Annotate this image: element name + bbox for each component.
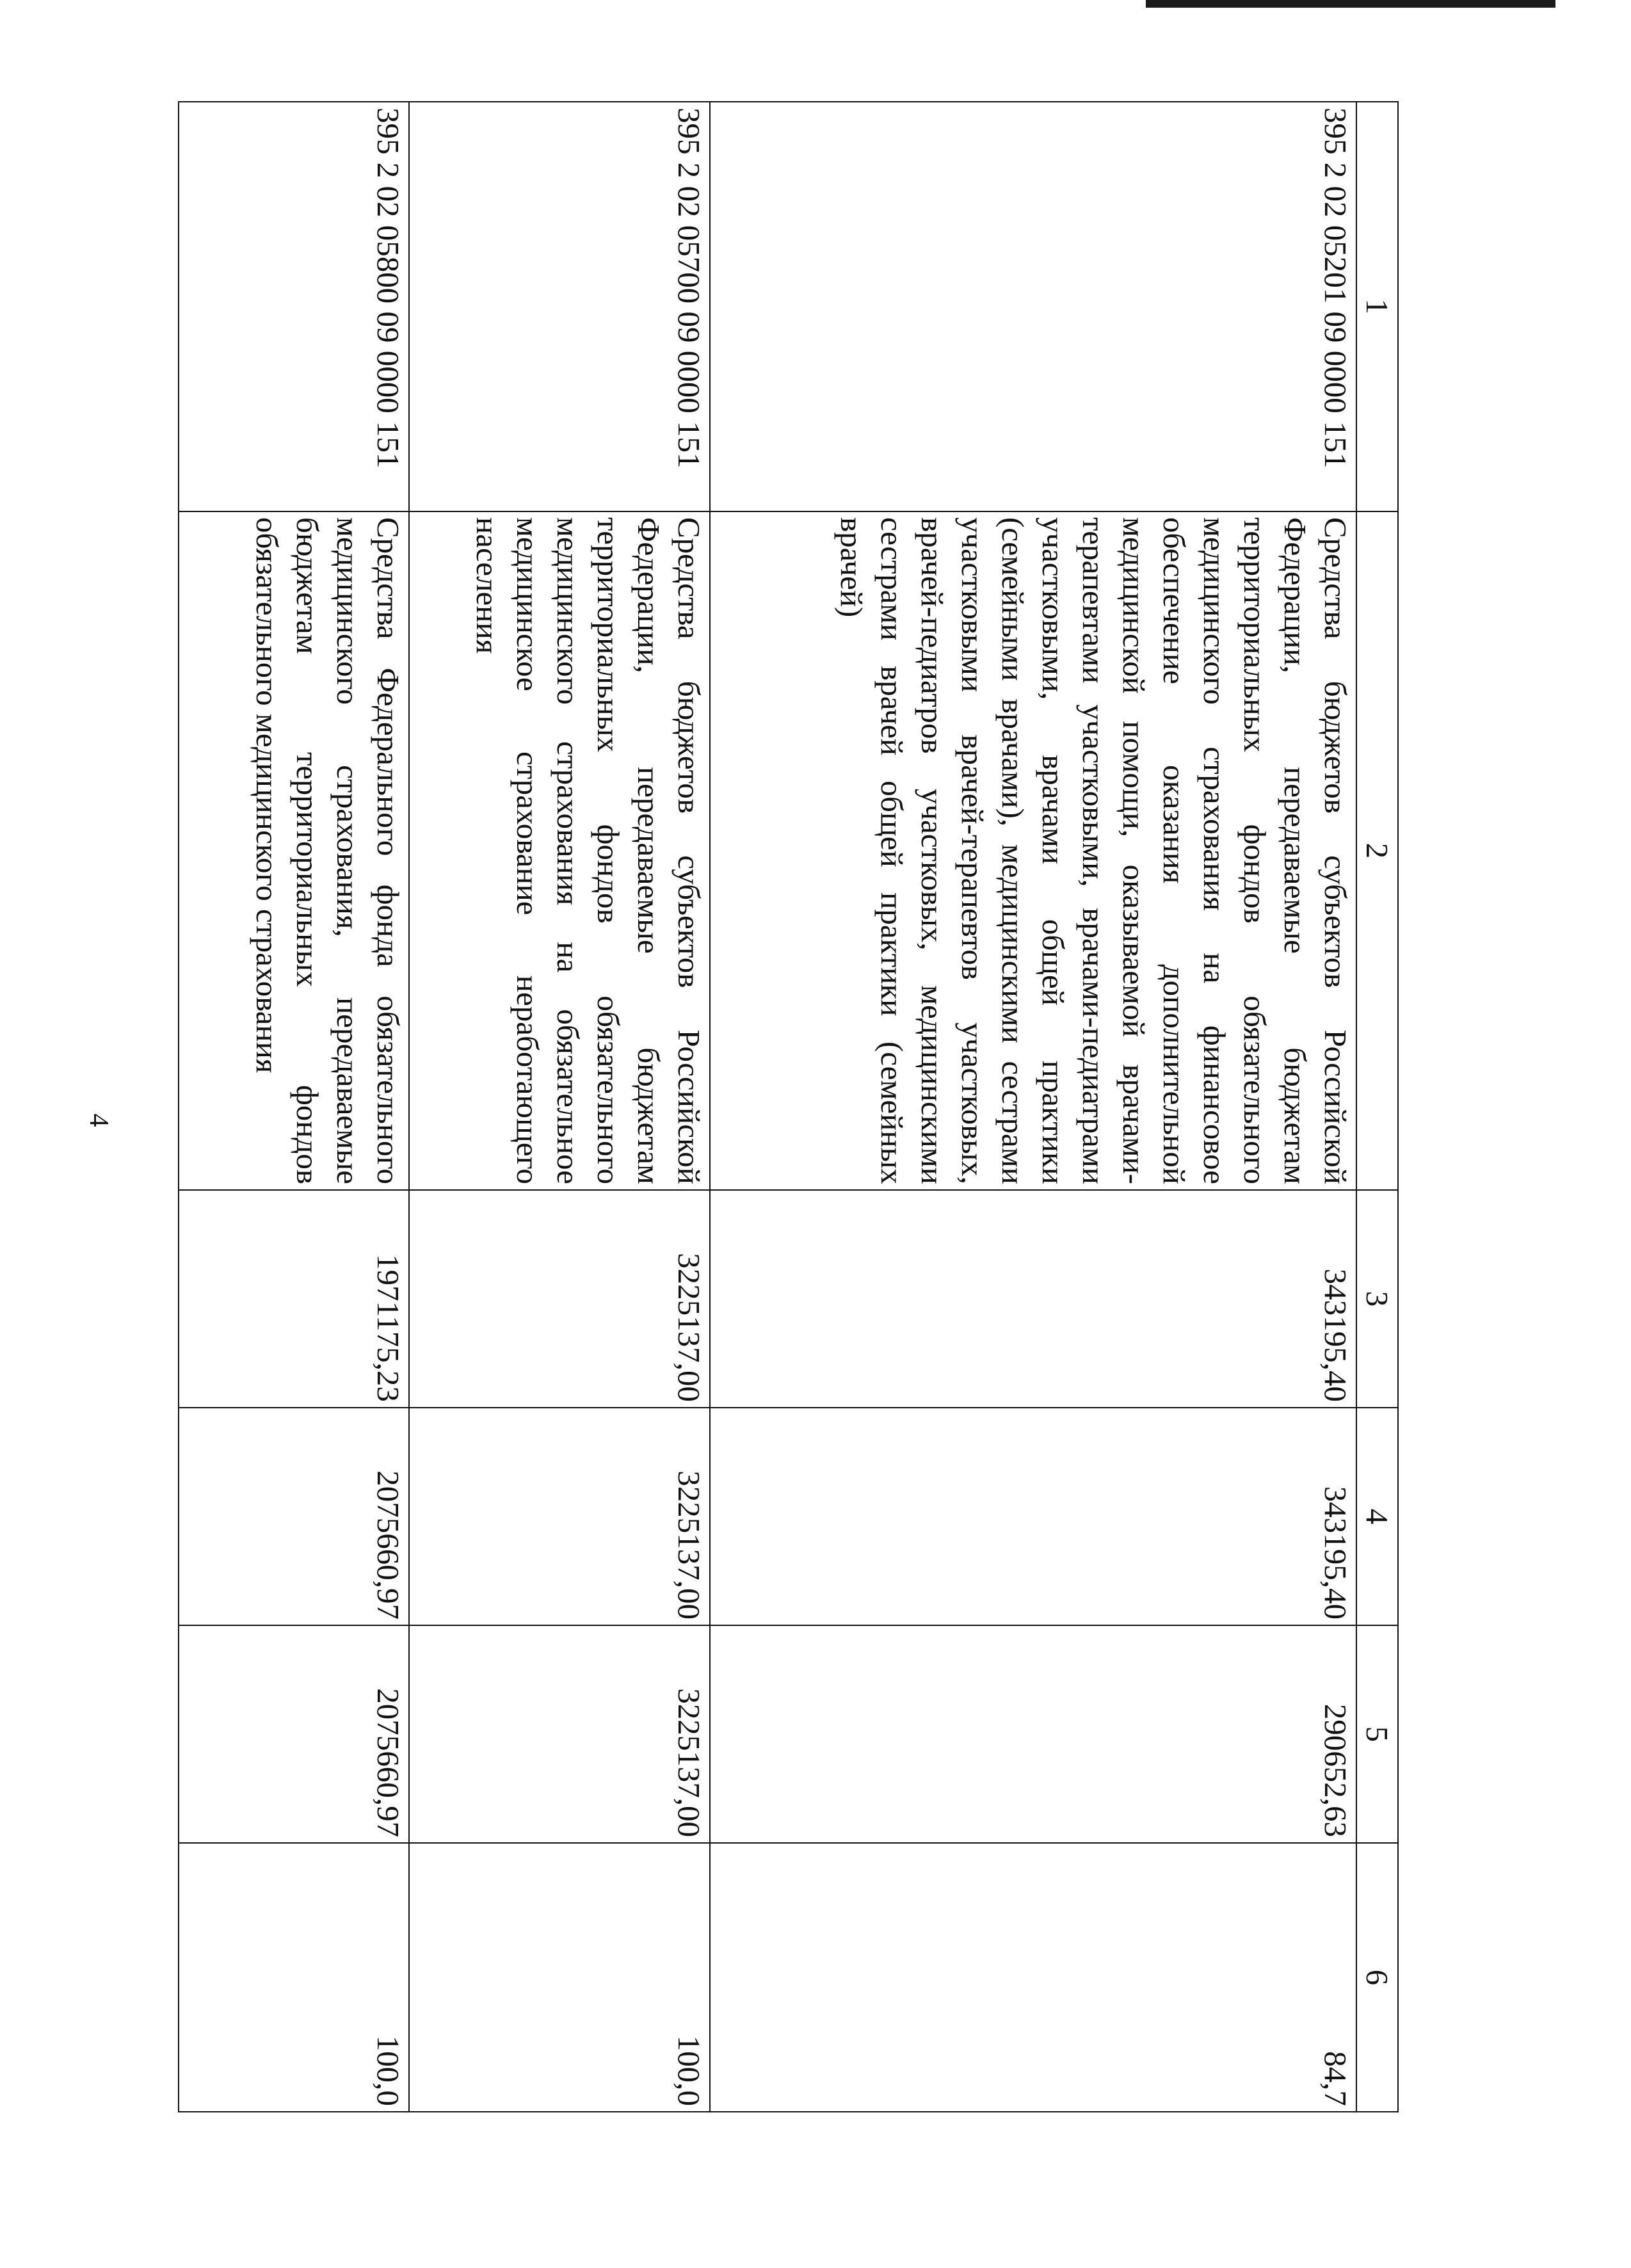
row-value-col3: 1971175,23 — [179, 1190, 409, 1408]
row-value-col4: 343195,40 — [710, 1408, 1356, 1625]
row-value-col4: 3225137,00 — [409, 1408, 710, 1625]
page-number: 4 — [84, 1113, 113, 1127]
row-value-col5: 3225137,00 — [409, 1625, 710, 1843]
row-value-col3: 343195,40 — [710, 1190, 1356, 1408]
header-row — [1356, 102, 1398, 2112]
column-header-3: 3 — [1356, 1190, 1398, 1408]
table-row — [179, 102, 409, 2112]
row-description: Средства бюджетов субъектов Российской Федерации, передаваемые бюджетам территориальных фондов обязательного медицинского страхования на обязательное медицинское страхование неработающего населения — [409, 511, 710, 1190]
row-code: 395 2 02 05201 09 0000 151 — [710, 102, 1356, 511]
row-value-col5: 290652,63 — [710, 1625, 1356, 1843]
table-row — [710, 102, 1356, 2112]
row-code: 395 2 02 05700 09 0000 151 — [409, 102, 710, 511]
data-table — [178, 101, 1399, 2112]
column-header-2: 2 — [1356, 511, 1398, 1190]
column-header-1: 1 — [1356, 102, 1398, 511]
column-header-6: 6 — [1356, 1843, 1398, 2112]
column-header-4: 4 — [1356, 1408, 1398, 1625]
row-code: 395 2 02 05800 09 0000 151 — [179, 102, 409, 511]
row-value-col3: 3225137,00 — [409, 1190, 710, 1408]
table-row — [409, 102, 710, 2112]
row-value-col5: 2075660,97 — [179, 1625, 409, 1843]
row-description: Средства бюджетов субъектов Российской Федерации, передаваемые бюджетам территориальных фондов обязательного медицинского страхования на финансовое обеспечение оказания дополнительной медицинской помощи, оказываемой врачами-терапевтами участковыми, врачами-педиатрами участковыми, врачами общей практики (семейными врачами), медицинскими сестрами участковыми врачей-терапевтов участковых, врачей-педиатров участковых, медицинскими сестрами врачей общей практики (семейных врачей) — [710, 511, 1356, 1190]
rotated-table-container — [179, 101, 1399, 2111]
column-header-5: 5 — [1356, 1625, 1398, 1843]
top-rule — [1146, 0, 1555, 8]
row-value-col6: 100,0 — [409, 1843, 710, 2112]
row-value-col6: 84,7 — [710, 1843, 1356, 2112]
row-value-col4: 2075660,97 — [179, 1408, 409, 1625]
row-description: Средства Федерального фонда обязательного медицинского страхования, передаваемые бюджетам территориальных фондов обязательного медицинского страхования — [179, 511, 409, 1190]
row-value-col6: 100,0 — [179, 1843, 409, 2112]
